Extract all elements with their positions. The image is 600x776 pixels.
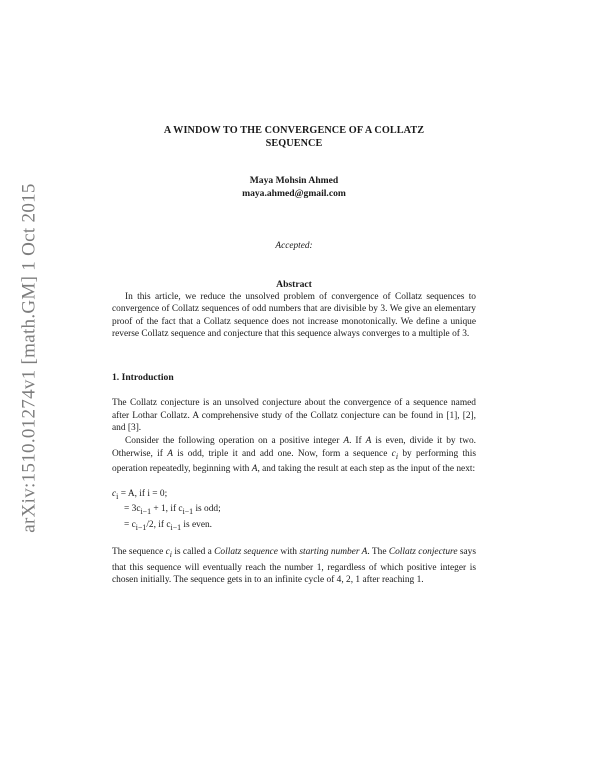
p2-text-b: . If <box>349 435 366 446</box>
arxiv-id-text: arXiv:1510.01274v1 [math.GM] 1 Oct 2015 <box>19 183 40 533</box>
var-a: A <box>167 448 173 459</box>
paper-title-line-2: SEQUENCE <box>265 138 323 149</box>
var-ci: $c_i$ <box>165 547 172 559</box>
var-a: A <box>365 435 372 446</box>
var-a: A <box>251 464 258 475</box>
var-ci: $c_i$ <box>391 448 399 461</box>
intro-paragraph-2 <box>112 435 476 476</box>
abstract-heading: Abstract <box>276 279 312 290</box>
term-collatz-sequence: Collatz sequence <box>214 547 278 558</box>
term-starting-number: starting number A <box>299 547 368 558</box>
p2-text-f: , and taking the result at each step as the input of the next: <box>257 464 476 475</box>
author-email: maya.ahmed@gmail.com <box>242 188 346 199</box>
intro-paragraph-3: The sequence $c_i$ is called a Collatz sequence with starting number A. The Collatz conjecture says that this sequence will eventually reach the number 1, regardless of which positive integer is chosen initially. The sequence gets in to an infinite cycle of 4, 2, 1 after reaching 1. <box>112 547 477 586</box>
intro-paragraph-1: The Collatz conjecture is an unsolved conjecture about the convergence of a sequence named after Lothar Collatz. A comprehensive study of the Collatz conjecture can be found in [1], [2], and [3]. <box>112 398 476 434</box>
arxiv-side-stamp <box>8 178 52 538</box>
collatz-equations <box>112 488 476 534</box>
accepted-label: Accepted: <box>275 241 313 251</box>
var-a: A <box>343 435 350 446</box>
author-name: Maya Mohsin Ahmed <box>249 175 339 186</box>
var-ci-subscript: i <box>395 451 399 461</box>
equation-line-1: $c_i = A$, if i = 0; <box>112 488 168 501</box>
abstract-body: In this article, we reduce the unsolved problem of convergence of Collatz sequences to convergence of Collatz sequences of odd numbers that are divisible by 3. We give an elementary proof of the fact that a Collatz sequence does not increase monotonically. We define a unique reverse Collatz sequence and conjecture that this sequence always converges to a multiple of 3. <box>112 292 476 339</box>
paper-title-line-1: A WINDOW TO THE CONVERGENCE OF A COLLATZ <box>163 125 425 136</box>
p2-text-d: is odd, triple it and add one. Now, form a sequence <box>172 448 392 459</box>
paper-title <box>112 124 476 150</box>
term-collatz-conjecture: Collatz conjecture <box>388 547 458 558</box>
p2-text-c: is even, divide it by two. Otherwise, if <box>112 435 477 459</box>
paper-page <box>112 124 476 587</box>
p2-text-a: Consider the following operation on a positive integer <box>125 435 344 446</box>
equation-line-2: = $3c_{i-1} + 1$, if $c_{i-1}$ is odd; <box>124 504 221 516</box>
p2-text-e: by performing this operation repeatedly, beginning with <box>112 448 476 475</box>
section-heading-introduction: 1. Introduction <box>112 372 174 384</box>
equation-line-3: = $c_{i-1}/2$, if $c_{i-1}$ is even. <box>124 519 213 532</box>
